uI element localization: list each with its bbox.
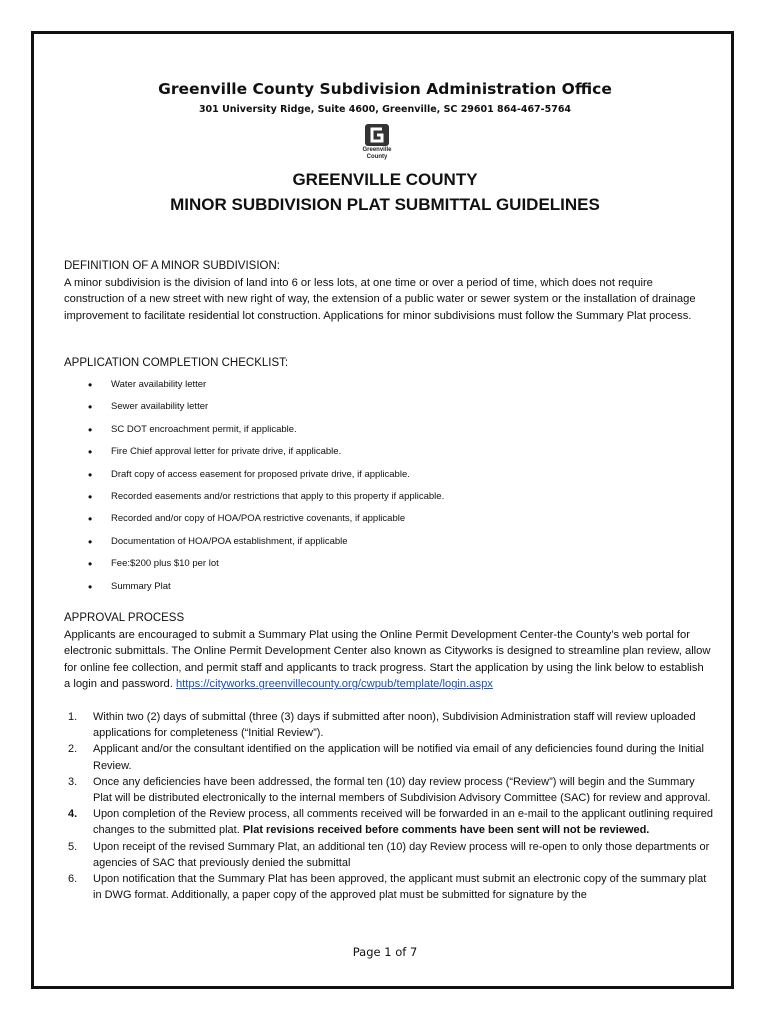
logo-text-greenville: Greenville	[362, 147, 392, 153]
step-number: 4.	[68, 808, 78, 821]
definition-heading: DEFINITION OF A MINOR SUBDIVISION:	[64, 260, 280, 272]
definition-section	[64, 258, 712, 324]
step-text: Upon receipt of the revised Summary Plat, an additional ten (10) day Review process will re-open to only those departments or agencies of SAC that previously denied the submittal	[93, 840, 710, 869]
step-item	[64, 839, 714, 871]
checklist-item: • Summary Plat	[88, 579, 444, 601]
checklist-item: • Documentation of HOA/POA establishment, if applicable	[88, 534, 444, 556]
logo-text-county: County	[366, 153, 388, 160]
approval-section	[64, 610, 712, 693]
step-item	[64, 774, 714, 806]
office-address: 301 University Ridge, Suite 4600, Greenville, SC 29601 864-467-5764	[198, 104, 572, 115]
checklist-item: • Recorded and/or copy of HOA/POA restrictive covenants, if applicable	[88, 511, 444, 533]
step-number: 5.	[68, 840, 78, 853]
approval-heading: APPROVAL PROCESS	[64, 612, 185, 624]
step-bold-note: Plat revisions received before comments have been sent will not be reviewed.	[242, 824, 650, 837]
step-text: Upon notification that the Summary Plat has been approved, the applicant must submit an electronic copy of the summary plat in DWG format. Additionally, a paper copy of the approved plat must be submitted for signature by the	[93, 873, 707, 902]
step-item	[64, 709, 714, 741]
page-number: Page 1 of 7	[352, 945, 418, 959]
step-item	[64, 871, 714, 903]
step-text: Applicant and/or the consultant identified on the application will be notified via email of any deficiencies found during the Initial Review.	[93, 743, 704, 772]
step-text: Within two (2) days of submittal (three (3) days if submitted after noon), Subdivision Administration staff will review uploaded applications for completeness (“Initial Review”).	[93, 711, 696, 740]
step-number: 3.	[68, 775, 78, 788]
checklist-item: • Fire Chief approval letter for private drive, if applicable.	[88, 444, 444, 466]
step-number: 2.	[68, 743, 78, 756]
definition-text: A minor subdivision is the division of land into 6 or less lots, at one time or over a period of time, which does not require construction of a new street with new right of way, the extension of a public water or sewer system or the installation of drainage improvement to facilitate residential lot construction. Applications for minor subdivisions must follow the Summary Plat process.	[64, 276, 696, 322]
step-item	[64, 806, 714, 838]
checklist-item: • SC DOT encroachment permit, if applicable.	[88, 422, 444, 444]
step-number: 1.	[68, 711, 78, 723]
approval-text	[64, 627, 712, 693]
checklist-item: • Recorded easements and/or restrictions that apply to this property if applicable.	[88, 489, 444, 511]
checklist-item: • Sewer availability letter	[88, 399, 444, 421]
document-title-line1: GREENVILLE COUNTY	[292, 170, 478, 189]
checklist-heading: APPLICATION COMPLETION CHECKLIST:	[64, 357, 289, 369]
county-logo	[357, 123, 397, 163]
step-text: Once any deficiencies have been addressed, the formal ten (10) day review process (“Review”) will begin and the Summary Plat will be distributed electronically to the internal members of Subdivision Advisory Committee (SAC) for review and approval.	[93, 775, 711, 805]
document-title-line2: MINOR SUBDIVISION PLAT SUBMITTAL GUIDELINES	[170, 195, 600, 214]
checklist-item: • Draft copy of access easement for proposed private drive, if applicable.	[88, 467, 444, 489]
approval-steps	[64, 709, 714, 903]
greenville-g-icon	[364, 123, 390, 147]
step-number: 6.	[68, 873, 78, 886]
checklist	[88, 377, 444, 601]
checklist-item: • Fee:$200 plus $10 per lot	[88, 556, 444, 578]
cityworks-login-link[interactable]: https://cityworks.greenvillecounty.org/cwpub/template/login.aspx	[175, 678, 493, 691]
step-item	[64, 741, 714, 773]
office-name: Greenville County Subdivision Administration Office	[158, 80, 612, 98]
checklist-item: • Water availability letter	[88, 377, 444, 399]
step-text: Upon completion of the Review process, all comments received will be forwarded in an e-mail to the applicant outlining required changes to the submitted plat.	[93, 808, 713, 837]
approval-paragraph: Applicants are encouraged to submit a Summary Plat using the Online Permit Development Center-the County’s web portal for electronic submittals. The Online Permit Development Center also known as Cityworks is designed to streamline plan review, allow for online fee collection, and permit staff and applicants to track progress. Start the application by using the link below to establish a login and password.	[64, 628, 711, 691]
